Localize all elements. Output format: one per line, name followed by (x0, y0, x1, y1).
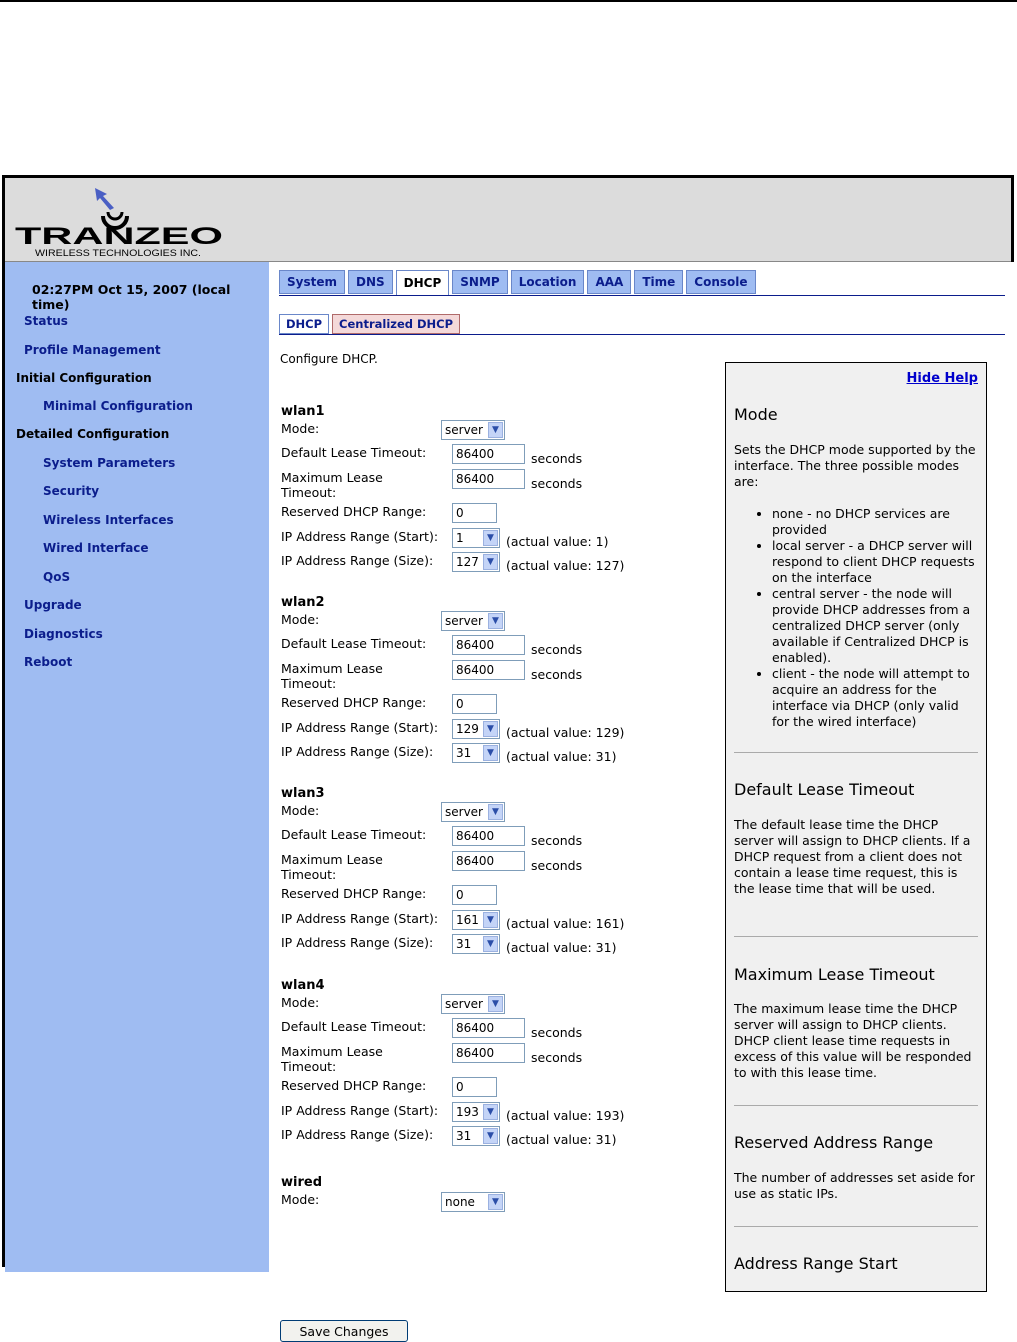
mode-value: server (445, 997, 483, 1011)
help-mode-item: • client - the node will attempt to acquire an address for the interface via DHCP (only valid for the wired interface) (772, 666, 979, 730)
range-size-value: 31 (456, 1129, 472, 1143)
chevron-down-icon: ▼ (488, 804, 503, 820)
default-lease-input[interactable]: 86400 (452, 635, 525, 655)
max-lease-input[interactable]: 86400 (452, 469, 525, 489)
mode-value: server (445, 614, 483, 628)
range-size-actual: (actual value: 31) (506, 940, 617, 955)
subtab-centralized-dhcp[interactable]: Centralized DHCP (332, 314, 460, 334)
chevron-down-icon: ▼ (488, 996, 503, 1012)
seconds-label: seconds (531, 833, 583, 848)
reserved-label: Reserved DHCP Range: (281, 695, 427, 710)
sidebar-item-diagnostics[interactable]: Diagnostics (24, 627, 103, 641)
sidebar-item-qos[interactable]: QoS (43, 570, 71, 584)
chevron-down-icon: ▼ (488, 422, 503, 438)
range-size-select[interactable] (452, 934, 500, 954)
help-panel (725, 362, 987, 1292)
help-divider (734, 752, 978, 753)
help-mode-item: • none - no DHCP services are provided (772, 506, 979, 538)
interface-title: wlan3 (281, 786, 325, 801)
range-size-label: IP Address Range (Size): (281, 553, 434, 568)
wired-mode-value: none (445, 1195, 475, 1209)
chevron-down-icon: ▼ (483, 554, 498, 570)
save-changes-button[interactable]: Save Changes (280, 1320, 408, 1342)
tab-system[interactable]: System (279, 270, 345, 294)
range-size-value: 127 (456, 555, 479, 569)
default-lease-label: Default Lease Timeout: (281, 827, 427, 842)
sidebar-item-profile-management[interactable]: Profile Management (24, 343, 161, 357)
seconds-label: seconds (531, 1025, 583, 1040)
seconds-label: seconds (531, 476, 583, 491)
mode-select[interactable] (441, 611, 505, 631)
range-size-select[interactable] (452, 1126, 500, 1146)
max-lease-input[interactable]: 86400 (452, 851, 525, 871)
default-lease-input[interactable]: 86400 (452, 1018, 525, 1038)
seconds-label: seconds (531, 858, 583, 873)
sidebar-item-system-parameters[interactable]: System Parameters (43, 456, 176, 470)
range-start-actual: (actual value: 193) (506, 1108, 625, 1123)
help-divider (734, 1105, 978, 1106)
sidebar-item-minimal-configuration[interactable]: Minimal Configuration (43, 399, 193, 413)
help-mode-list (734, 506, 979, 730)
sidebar-item-upgrade[interactable]: Upgrade (24, 598, 82, 612)
range-start-actual: (actual value: 129) (506, 725, 625, 740)
interface-title: wlan1 (281, 404, 325, 419)
max-lease-label-cont: Timeout: (281, 1059, 337, 1074)
sidebar-item-detailed-configuration[interactable]: Detailed Configuration (16, 427, 170, 441)
seconds-label: seconds (531, 642, 583, 657)
range-start-label: IP Address Range (Start): (281, 720, 439, 735)
range-size-actual: (actual value: 127) (506, 558, 625, 573)
range-size-actual: (actual value: 31) (506, 749, 617, 764)
max-lease-label: Maximum Lease (281, 661, 383, 676)
help-default-title: Default Lease Timeout (734, 780, 915, 799)
range-start-value: 161 (456, 913, 479, 927)
range-start-actual: (actual value: 161) (506, 916, 625, 931)
tab-bar (279, 270, 756, 296)
sidebar-item-initial-configuration[interactable]: Initial Configuration (16, 371, 152, 385)
chevron-down-icon: ▼ (483, 745, 498, 761)
chevron-down-icon: ▼ (483, 721, 498, 737)
tab-dhcp[interactable]: DHCP (396, 270, 450, 296)
sidebar-item-security[interactable]: Security (43, 484, 100, 498)
reserved-input[interactable]: 0 (452, 694, 497, 714)
range-size-label: IP Address Range (Size): (281, 1127, 434, 1142)
range-start-select[interactable] (452, 528, 500, 548)
max-lease-input[interactable]: 86400 (452, 1043, 525, 1063)
default-lease-input[interactable]: 86400 (452, 444, 525, 464)
help-divider (734, 936, 978, 937)
mode-select[interactable] (441, 994, 505, 1014)
chevron-down-icon: ▼ (488, 1194, 503, 1210)
help-start-title: Address Range Start (734, 1254, 898, 1273)
reserved-input[interactable]: 0 (452, 1077, 497, 1097)
brand-name: TRANZEO (15, 223, 223, 250)
help-mode-title: Mode (734, 405, 778, 424)
wired-mode-select[interactable] (441, 1192, 505, 1212)
seconds-label: seconds (531, 451, 583, 466)
tranzeo-logo (11, 182, 231, 260)
interface-title: wlan4 (281, 978, 325, 993)
app-window (2, 175, 1014, 1339)
chevron-down-icon: ▼ (488, 613, 503, 629)
help-max-text: The maximum lease time the DHCP server will assign to DHCP clients. DHCP client lease time requests in excess of this value will be responded to with this lease time. (734, 1001, 972, 1080)
tab-snmp[interactable]: SNMP (452, 270, 507, 294)
max-lease-label: Maximum Lease (281, 470, 383, 485)
reserved-input[interactable]: 0 (452, 503, 497, 523)
default-lease-label: Default Lease Timeout: (281, 636, 427, 651)
mode-value: server (445, 423, 483, 437)
tab-dns[interactable]: DNS (348, 270, 393, 294)
wired-mode-label: Mode: (281, 1192, 320, 1207)
range-size-select[interactable] (452, 552, 500, 572)
range-start-label: IP Address Range (Start): (281, 1103, 439, 1118)
tab-location[interactable]: Location (511, 270, 585, 294)
subtab-dhcp[interactable]: DHCP (279, 314, 329, 334)
range-size-actual: (actual value: 31) (506, 1132, 617, 1147)
range-size-value: 31 (456, 937, 472, 951)
mode-label: Mode: (281, 421, 320, 436)
mode-label: Mode: (281, 803, 320, 818)
help-divider (734, 1226, 978, 1227)
max-lease-label-cont: Timeout: (281, 676, 337, 691)
range-start-select[interactable] (452, 719, 500, 739)
reserved-input[interactable]: 0 (452, 885, 497, 905)
sidebar (5, 262, 269, 1272)
range-start-actual: (actual value: 1) (506, 534, 609, 549)
tab-console[interactable]: Console (686, 270, 755, 294)
interface-title: wlan2 (281, 595, 325, 610)
help-reserved-text: The number of addresses set aside for use as static IPs. (734, 1170, 975, 1201)
seconds-label: seconds (531, 667, 583, 682)
default-lease-label: Default Lease Timeout: (281, 445, 427, 460)
chevron-down-icon: ▼ (483, 530, 498, 546)
range-start-value: 1 (456, 531, 464, 545)
default-lease-label: Default Lease Timeout: (281, 1019, 427, 1034)
range-size-label: IP Address Range (Size): (281, 744, 434, 759)
range-start-value: 193 (456, 1105, 479, 1119)
mode-label: Mode: (281, 995, 320, 1010)
range-size-value: 31 (456, 746, 472, 760)
mode-select[interactable] (441, 802, 505, 822)
chevron-down-icon: ▼ (483, 936, 498, 952)
sidebar-item-reboot[interactable]: Reboot (24, 655, 73, 669)
brand-tagline: WIRELESS TECHNOLOGIES INC. (35, 248, 201, 258)
tab-aaa[interactable]: AAA (587, 270, 631, 294)
hide-help-link[interactable]: Hide Help (906, 371, 978, 386)
sidebar-item-wired-interface[interactable]: Wired Interface (43, 541, 149, 555)
chevron-down-icon: ▼ (483, 1104, 498, 1120)
range-start-label: IP Address Range (Start): (281, 529, 439, 544)
help-mode-text: Sets the DHCP mode supported by the interface. The three possible modes are: (734, 442, 976, 489)
max-lease-input[interactable]: 86400 (452, 660, 525, 680)
wired-title: wired (281, 1175, 322, 1190)
help-mode-list-viewport (726, 506, 986, 729)
mode-value: server (445, 805, 483, 819)
mode-label: Mode: (281, 612, 320, 627)
chevron-down-icon: ▼ (483, 912, 498, 928)
tab-time[interactable]: Time (634, 270, 683, 294)
reserved-label: Reserved DHCP Range: (281, 1078, 427, 1093)
max-lease-label-cont: Timeout: (281, 485, 337, 500)
header-bar (5, 178, 1011, 262)
sidebar-item-wireless-interfaces[interactable]: Wireless Interfaces (43, 513, 174, 527)
help-mode-item: • local server - a DHCP server will respond to client DHCP requests on the interface (772, 538, 979, 586)
max-lease-label: Maximum Lease (281, 852, 383, 867)
max-lease-label: Maximum Lease (281, 1044, 383, 1059)
max-lease-label-cont: Timeout: (281, 867, 337, 882)
seconds-label: seconds (531, 1050, 583, 1065)
logo-signal-icon (95, 188, 127, 228)
subtab-divider (279, 334, 1005, 335)
range-start-label: IP Address Range (Start): (281, 911, 439, 926)
range-size-select[interactable] (452, 743, 500, 763)
help-max-title: Maximum Lease Timeout (734, 965, 935, 984)
sidebar-item-status[interactable]: Status (24, 314, 68, 328)
range-start-select[interactable] (452, 910, 500, 930)
help-mode-item: • central server - the node will provide DHCP addresses from a centralized DHCP server (only available if Centralized DHCP is enabled). (772, 586, 979, 666)
range-start-value: 129 (456, 722, 479, 736)
range-size-label: IP Address Range (Size): (281, 935, 434, 950)
intro-text: Configure DHCP. (280, 352, 378, 366)
local-time: 02:27PM Oct 15, 2007 (local time) (32, 282, 231, 312)
help-default-text: The default lease time the DHCP server will assign to DHCP clients. If a DHCP request from a client does not contain a lease time request, this is the lease time that will be used. (734, 817, 971, 896)
chevron-down-icon: ▼ (483, 1128, 498, 1144)
subtab-bar (279, 314, 460, 334)
tab-divider (279, 295, 1005, 296)
reserved-label: Reserved DHCP Range: (281, 504, 427, 519)
help-reserved-title: Reserved Address Range (734, 1133, 934, 1152)
reserved-label: Reserved DHCP Range: (281, 886, 427, 901)
default-lease-input[interactable]: 86400 (452, 826, 525, 846)
page-top-rule (0, 0, 1017, 2)
main-content (269, 262, 1014, 1339)
range-start-select[interactable] (452, 1102, 500, 1122)
mode-select[interactable] (441, 420, 505, 440)
